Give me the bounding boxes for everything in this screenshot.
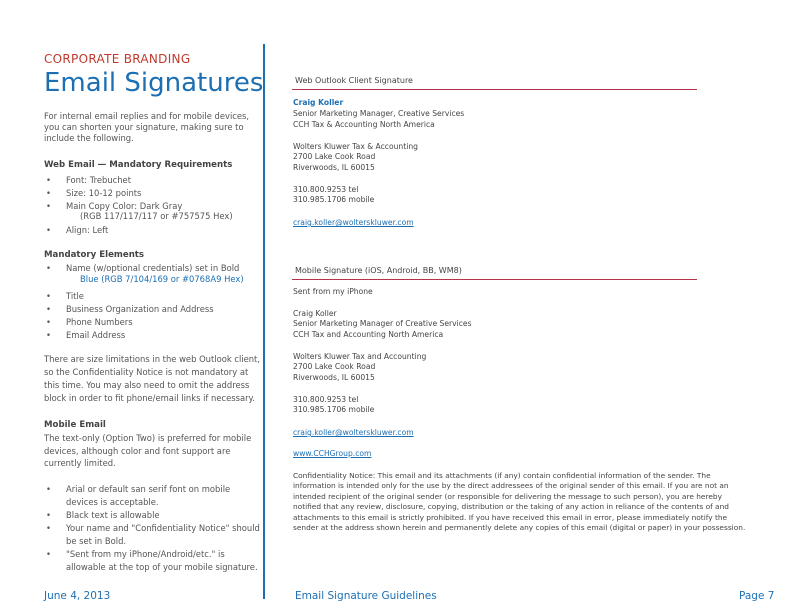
web-email-heading: Web Email — Mandatory Requirements [44,160,233,170]
list-item: • Name (w/optional credentials) set in Bold [66,263,239,273]
list-item: • "Sent from my iPhone/Android/etc." is [66,549,225,559]
footer-page-number: Page 7 [739,590,775,602]
list-item-continued: Blue (RGB 7/104/169 or #0768A9 Hex) [80,274,244,284]
list-item: • Size: 10-12 points [66,188,141,198]
page-title: Email Signatures [44,68,264,98]
footer-title: Email Signature Guidelines [295,590,437,602]
list-item: • Business Organization and Address [66,304,214,314]
list-item: • Align: Left [66,225,108,235]
list-item: • Font: Trebuchet [66,175,131,185]
signature-phones: 310.800.9253 tel 310.985.1706 mobile [293,185,375,205]
list-item-continued: allowable at the top of your mobile signature. [66,562,258,572]
mobile-intro: The text-only (Option Two) is preferred for mobile devices, although color and font support are currently limited. [44,433,252,468]
confidentiality-notice: Confidentiality Notice: This email and its attachments (if any) contain confidential information of the sender. The information is intended only for the use by the direct addressees of the original sender of this email. If you are not an intended recipient of the original sender (or responsible for delivering the message to such person), you are hereby notified that any review, disclosure, copying, distribution or the taking of any action in reliance of the contents of and attachments to this email is strictly prohibited. If you have received this email in error, please immediately notify the sender at the address shown herein and permanently delete any copies of this email (digital or paper) in your possession. [293,471,746,533]
limits-paragraph: There are size limitations in the web Outlook client, so the Confidentiality Notice is not mandatory at this time. You may also need to omit the address block in order to fit phone/email links if necessary. [44,354,260,403]
mobile-signature-title: Mobile Signature (iOS, Android, BB, WM8) [295,266,462,275]
divider-rule [292,89,697,90]
list-item: • Main Copy Color: Dark Gray [66,201,182,211]
list-item: • Arial or default san serif font on mobile [66,484,230,494]
signature-email-link[interactable]: craig.koller@wolterskluwer.com [293,218,414,227]
mobile-address-block: Wolters Kluwer Tax and Accounting 2700 Lake Cook Road Riverwoods, IL 60015 [293,352,427,382]
mobile-website-link[interactable]: www.CCHGroup.com [293,449,372,458]
footer-date: June 4, 2013 [44,590,111,602]
signature-address: Wolters Kluwer Tax & Accounting 2700 Lake Cook Road Riverwoods, IL 60015 [293,142,418,172]
sent-from-line: Sent from my iPhone [293,287,373,296]
signature-name: Craig Koller [293,98,344,107]
intro-text: For internal email replies and for mobile devices, you can shorten your signature, making sure to include the following. [44,111,250,143]
mobile-phones: 310.800.9253 tel 310.985.1706 mobile [293,395,375,415]
list-item: • Black text is allowable [66,510,160,520]
section-label: CORPORATE BRANDING [44,52,191,66]
list-item: • Title [66,291,84,301]
list-item-continued: devices is acceptable. [66,497,159,507]
mobile-email-link[interactable]: craig.koller@wolterskluwer.com [293,428,414,437]
divider-rule [292,279,697,280]
list-item-continued: (RGB 117/117/117 or #757575 Hex) [80,211,233,221]
list-item: • Email Address [66,330,125,340]
list-item-continued: be set in Bold. [66,536,127,546]
web-signature-title: Web Outlook Client Signature [295,76,413,85]
signature-org: CCH Tax & Accounting North America [293,120,435,129]
mandatory-heading: Mandatory Elements [44,250,145,260]
list-item: • Your name and "Confidentiality Notice" should [66,523,260,533]
list-item: • Phone Numbers [66,317,133,327]
column-divider [263,44,265,599]
signature-title: Senior Marketing Manager, Creative Services [293,109,465,118]
mobile-signature-block: Craig Koller Senior Marketing Manager of Creative Services CCH Tax and Accounting North America [293,309,472,339]
mobile-email-heading: Mobile Email [44,420,106,430]
